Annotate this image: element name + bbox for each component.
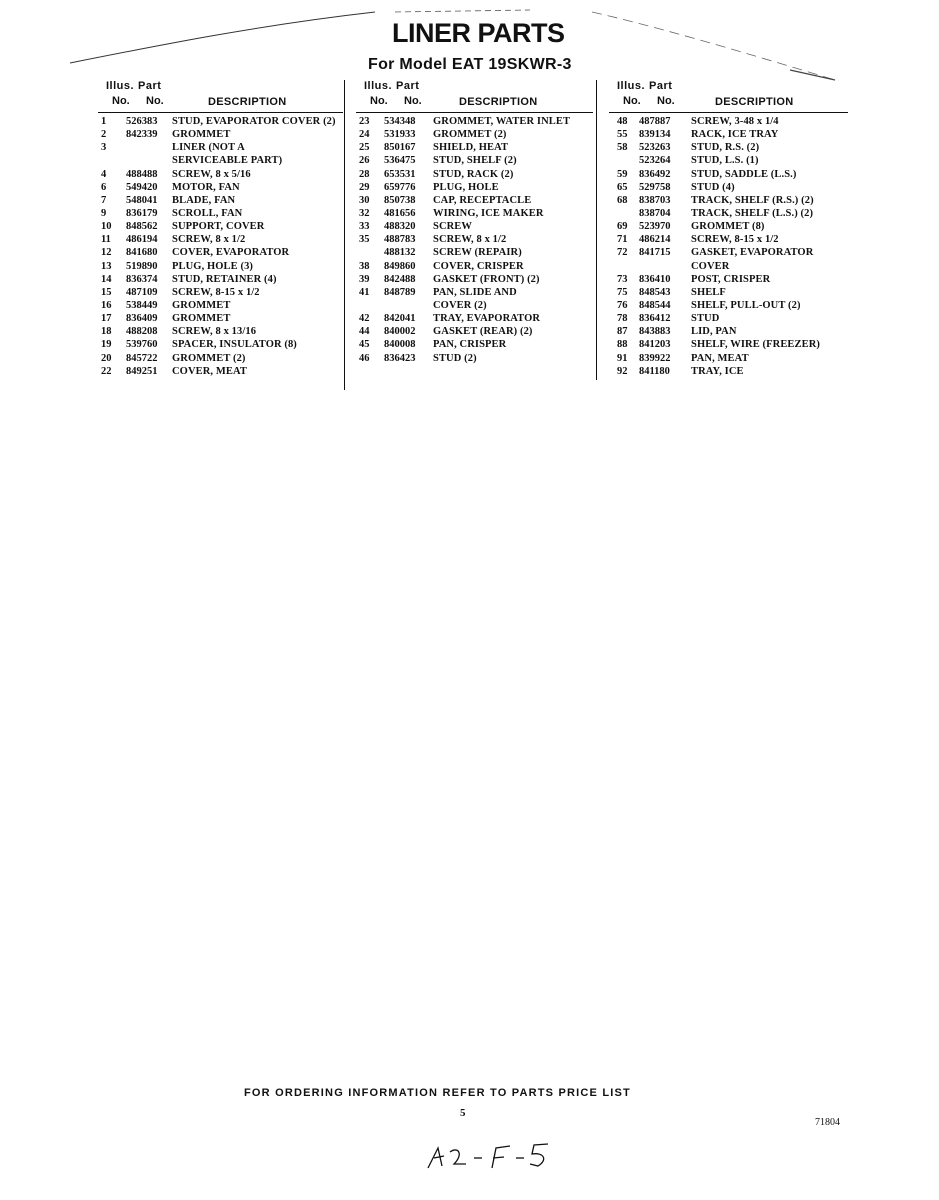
part-description: TRAY, EVAPORATOR xyxy=(433,313,541,325)
part-row xyxy=(98,286,343,299)
part-number: 840002 xyxy=(384,326,416,338)
part-row xyxy=(609,220,848,233)
part-number: 488132 xyxy=(384,247,416,259)
header-illus-no: No. xyxy=(623,95,641,107)
parts-list xyxy=(98,113,343,378)
column-header xyxy=(98,80,343,113)
part-number: 842339 xyxy=(126,129,158,141)
part-description: PAN, MEAT xyxy=(691,352,749,364)
part-row xyxy=(98,141,343,154)
part-number xyxy=(639,260,691,273)
part-description: COVER xyxy=(691,260,730,272)
part-description: COVER, MEAT xyxy=(172,365,247,377)
part-row xyxy=(356,338,593,351)
part-number: 842488 xyxy=(384,273,416,285)
illus-number: 38 xyxy=(359,260,370,272)
part-description: STUD (2) xyxy=(433,352,477,364)
illus-number xyxy=(356,299,384,312)
part-number: 836412 xyxy=(639,313,671,325)
part-description: CAP, RECEPTACLE xyxy=(433,194,532,206)
part-description: STUD, EVAPORATOR COVER (2) xyxy=(172,116,336,127)
part-row xyxy=(98,352,343,365)
part-row xyxy=(609,168,848,181)
illus-number: 41 xyxy=(359,286,370,298)
illus-number: 16 xyxy=(101,299,112,311)
part-row xyxy=(98,325,343,338)
part-number: 848562 xyxy=(126,221,158,233)
illus-number: 12 xyxy=(101,247,112,259)
part-description: GROMMET (8) xyxy=(691,221,765,233)
part-description: SHELF, PULL-OUT (2) xyxy=(691,299,801,311)
part-row xyxy=(98,115,343,128)
header-part: Part xyxy=(649,80,673,92)
illus-number: 13 xyxy=(101,260,112,272)
illus-number xyxy=(356,246,384,259)
part-row xyxy=(98,194,343,207)
parts-column-1 xyxy=(98,80,343,378)
part-row xyxy=(609,352,848,365)
part-description: TRAY, ICE xyxy=(691,365,744,377)
illus-number: 23 xyxy=(359,116,370,127)
part-row xyxy=(609,338,848,351)
part-number: 488783 xyxy=(384,234,416,246)
illus-number: 76 xyxy=(617,299,628,311)
part-number: 519890 xyxy=(126,260,158,272)
header-part: Part xyxy=(138,80,162,92)
illus-number: 24 xyxy=(359,129,370,141)
part-description: SUPPORT, COVER xyxy=(172,221,265,233)
part-description: POST, CRISPER xyxy=(691,273,771,285)
illus-number: 3 xyxy=(101,142,107,154)
part-number: 836492 xyxy=(639,168,671,180)
parts-column-3 xyxy=(609,80,848,378)
part-description: STUD, R.S. (2) xyxy=(691,142,760,154)
part-number: 838704 xyxy=(639,207,671,219)
part-number xyxy=(126,154,172,167)
part-number: 536475 xyxy=(384,155,416,167)
illus-number: 87 xyxy=(617,326,628,338)
part-number: 836179 xyxy=(126,207,158,219)
part-description: PAN, SLIDE AND xyxy=(433,286,517,298)
illus-number xyxy=(609,154,639,167)
illus-number: 20 xyxy=(101,352,112,364)
part-number: 836410 xyxy=(639,273,671,285)
header-illus-no: No. xyxy=(370,95,388,107)
part-row xyxy=(609,246,848,259)
part-row xyxy=(356,128,593,141)
ordering-info-note: FOR ORDERING INFORMATION REFER TO PARTS PRICE LIST xyxy=(244,1087,631,1099)
part-description: SCREW, 8 x 1/2 xyxy=(172,234,246,246)
part-number: 486194 xyxy=(126,234,158,246)
illus-number: 30 xyxy=(359,194,370,206)
part-row xyxy=(356,115,593,128)
illus-number: 25 xyxy=(359,142,370,154)
model-subtitle: For Model EAT 19SKWR-3 xyxy=(368,56,572,73)
part-row xyxy=(356,260,593,273)
part-description: TRACK, SHELF (R.S.) (2) xyxy=(691,194,814,206)
parts-list xyxy=(356,113,593,365)
part-row xyxy=(356,312,593,325)
part-number: 659776 xyxy=(384,181,416,193)
illus-number: 19 xyxy=(101,339,112,351)
part-row xyxy=(356,233,593,246)
part-description: SCREW, 8-15 x 1/2 xyxy=(172,286,260,298)
part-description: BLADE, FAN xyxy=(172,194,236,206)
illus-number: 4 xyxy=(101,168,107,180)
part-number: 840008 xyxy=(384,339,416,351)
part-description: STUD, SHELF (2) xyxy=(433,155,517,167)
illus-number: 29 xyxy=(359,181,370,193)
illus-number: 68 xyxy=(617,194,628,206)
header-illus: Illus. xyxy=(364,80,393,92)
header-part-no: No. xyxy=(657,95,675,107)
part-row xyxy=(609,141,848,154)
illus-number xyxy=(98,154,126,167)
part-row xyxy=(356,273,593,286)
illus-number: 39 xyxy=(359,273,370,285)
part-row xyxy=(609,194,848,207)
illus-number: 91 xyxy=(617,352,628,364)
part-description: WIRING, ICE MAKER xyxy=(433,207,544,219)
part-row xyxy=(98,299,343,312)
part-row xyxy=(609,365,848,378)
part-number: 529758 xyxy=(639,181,671,193)
part-description: STUD, SADDLE (L.S.) xyxy=(691,168,797,180)
illus-number: 44 xyxy=(359,326,370,338)
part-description: SCREW, 8 x 5/16 xyxy=(172,168,251,180)
part-number: 850167 xyxy=(384,142,416,154)
illus-number: 46 xyxy=(359,352,370,364)
header-illus: Illus. xyxy=(617,80,646,92)
part-row xyxy=(609,260,848,273)
part-description: SERVICEABLE PART) xyxy=(172,155,283,167)
illus-number: 9 xyxy=(101,207,107,219)
illus-number: 1 xyxy=(101,116,107,127)
illus-number: 6 xyxy=(101,181,107,193)
part-description: SPACER, INSULATOR (8) xyxy=(172,339,297,351)
part-number: 836423 xyxy=(384,352,416,364)
part-description: SHELF, WIRE (FREEZER) xyxy=(691,339,821,351)
part-description: TRACK, SHELF (L.S.) (2) xyxy=(691,207,814,219)
part-description: LID, PAN xyxy=(691,326,737,338)
part-number: 849860 xyxy=(384,260,416,272)
part-row xyxy=(98,260,343,273)
part-row xyxy=(609,273,848,286)
illus-number: 11 xyxy=(101,234,111,246)
part-description: GROMMET (2) xyxy=(433,129,507,141)
illus-number: 92 xyxy=(617,365,628,377)
part-description: GROMMET (2) xyxy=(172,352,246,364)
part-number: 534348 xyxy=(384,116,416,127)
part-row xyxy=(98,233,343,246)
part-number: 538449 xyxy=(126,299,158,311)
part-number: 523263 xyxy=(639,142,671,154)
part-description: GROMMET, WATER INLET xyxy=(433,116,571,127)
header-part-no: No. xyxy=(146,95,164,107)
part-description: SHIELD, HEAT xyxy=(433,142,509,154)
part-row xyxy=(356,220,593,233)
illus-number: 48 xyxy=(617,116,628,127)
part-description: COVER, EVAPORATOR xyxy=(172,247,290,259)
part-description: SCREW (REPAIR) xyxy=(433,247,522,259)
part-row xyxy=(356,194,593,207)
part-description: LINER (NOT A xyxy=(172,142,245,154)
illus-number: 45 xyxy=(359,339,370,351)
part-number xyxy=(126,141,172,154)
illus-number: 17 xyxy=(101,313,112,325)
illus-number: 72 xyxy=(617,247,628,259)
part-description: PAN, CRISPER xyxy=(433,339,507,351)
part-number: 488488 xyxy=(126,168,158,180)
column-divider xyxy=(344,80,345,390)
illus-number: 65 xyxy=(617,181,628,193)
part-description: GASKET, EVAPORATOR xyxy=(691,247,814,259)
illus-number: 7 xyxy=(101,194,107,206)
part-description: SCREW, 8 x 1/2 xyxy=(433,234,507,246)
illus-number: 55 xyxy=(617,129,628,141)
part-row xyxy=(609,115,848,128)
part-number: 487887 xyxy=(639,116,671,127)
handwritten-mark xyxy=(420,1140,560,1180)
part-description: STUD, L.S. (1) xyxy=(691,155,759,167)
part-description: GROMMET xyxy=(172,129,231,141)
illus-number: 59 xyxy=(617,168,628,180)
part-number: 848543 xyxy=(639,286,671,298)
part-row xyxy=(98,220,343,233)
part-description: SCROLL, FAN xyxy=(172,207,243,219)
illus-number: 32 xyxy=(359,207,370,219)
part-number: 549420 xyxy=(126,181,158,193)
part-row xyxy=(98,128,343,141)
part-description: SCREW, 3-48 x 1/4 xyxy=(691,116,779,127)
part-row xyxy=(356,207,593,220)
page-title: LINER PARTS xyxy=(392,18,565,48)
part-row xyxy=(98,154,343,167)
illus-number: 15 xyxy=(101,286,112,298)
part-number: 841203 xyxy=(639,339,671,351)
part-row xyxy=(98,312,343,325)
part-number: 849251 xyxy=(126,365,158,377)
illus-number: 18 xyxy=(101,326,112,338)
part-number: 839134 xyxy=(639,129,671,141)
part-description: STUD, RACK (2) xyxy=(433,168,514,180)
part-row xyxy=(609,286,848,299)
part-number: 843883 xyxy=(639,326,671,338)
illus-number: 10 xyxy=(101,221,112,233)
part-description: SCREW, 8 x 13/16 xyxy=(172,326,257,338)
part-description: RACK, ICE TRAY xyxy=(691,129,779,141)
header-part-no: No. xyxy=(404,95,422,107)
part-row xyxy=(356,168,593,181)
part-row xyxy=(98,168,343,181)
part-description: COVER, CRISPER xyxy=(433,260,524,272)
part-number: 842041 xyxy=(384,313,416,325)
part-number: 839922 xyxy=(639,352,671,364)
part-row xyxy=(609,233,848,246)
header-description: DESCRIPTION xyxy=(208,96,287,108)
column-header xyxy=(356,80,593,113)
part-row xyxy=(609,325,848,338)
page-number: 5 xyxy=(460,1107,466,1119)
part-number: 850738 xyxy=(384,194,416,206)
part-row xyxy=(98,246,343,259)
illus-number: 22 xyxy=(101,365,112,377)
header-part: Part xyxy=(396,80,420,92)
part-description: SCREW, 8-15 x 1/2 xyxy=(691,234,779,246)
illus-number: 75 xyxy=(617,286,628,298)
part-row xyxy=(609,299,848,312)
illus-number: 78 xyxy=(617,313,628,325)
part-description: SHELF xyxy=(691,286,726,298)
part-number: 531933 xyxy=(384,129,416,141)
illus-number: 42 xyxy=(359,313,370,325)
part-description: STUD xyxy=(691,313,720,325)
header-illus-no: No. xyxy=(112,95,130,107)
header-illus: Illus. xyxy=(106,80,135,92)
part-description: SCREW xyxy=(433,221,473,233)
header-description: DESCRIPTION xyxy=(715,96,794,108)
part-row xyxy=(356,325,593,338)
part-description: STUD (4) xyxy=(691,181,735,193)
parts-list xyxy=(609,113,848,378)
part-number: 486214 xyxy=(639,234,671,246)
part-row xyxy=(98,338,343,351)
part-row xyxy=(356,181,593,194)
part-row xyxy=(609,312,848,325)
part-row xyxy=(609,154,848,167)
part-description: GROMMET xyxy=(172,299,231,311)
part-row xyxy=(609,181,848,194)
part-row xyxy=(356,352,593,365)
part-description: COVER (2) xyxy=(433,299,487,311)
header-description: DESCRIPTION xyxy=(459,96,538,108)
part-number: 523264 xyxy=(639,155,671,167)
illus-number: 71 xyxy=(617,234,628,246)
illus-number: 35 xyxy=(359,234,370,246)
part-row xyxy=(98,365,343,378)
illus-number: 2 xyxy=(101,129,107,141)
part-description: MOTOR, FAN xyxy=(172,181,240,193)
illus-number xyxy=(609,260,639,273)
part-row xyxy=(356,246,593,259)
part-row xyxy=(98,181,343,194)
part-number: 848544 xyxy=(639,299,671,311)
illus-number: 26 xyxy=(359,155,370,167)
part-row xyxy=(609,207,848,220)
part-description: STUD, RETAINER (4) xyxy=(172,273,277,285)
part-number: 526383 xyxy=(126,116,158,127)
column-divider xyxy=(596,80,597,380)
part-number: 841715 xyxy=(639,247,671,259)
part-description: GROMMET xyxy=(172,313,231,325)
illus-number: 58 xyxy=(617,142,628,154)
part-number: 653531 xyxy=(384,168,416,180)
part-row xyxy=(356,154,593,167)
part-number: 488208 xyxy=(126,326,158,338)
part-description: PLUG, HOLE (3) xyxy=(172,260,254,272)
part-number: 841180 xyxy=(639,365,670,377)
column-header xyxy=(609,80,848,113)
part-number: 481656 xyxy=(384,207,416,219)
part-number: 539760 xyxy=(126,339,158,351)
illus-number: 33 xyxy=(359,221,370,233)
part-row xyxy=(609,128,848,141)
illus-number: 28 xyxy=(359,168,370,180)
document-code: 71804 xyxy=(815,1117,840,1128)
parts-column-2 xyxy=(356,80,593,365)
part-number: 836409 xyxy=(126,313,158,325)
part-description: GASKET (FRONT) (2) xyxy=(433,273,540,285)
illus-number: 73 xyxy=(617,273,628,285)
part-number: 548041 xyxy=(126,194,158,206)
part-row xyxy=(98,273,343,286)
illus-number: 69 xyxy=(617,221,628,233)
part-number: 487109 xyxy=(126,286,158,298)
part-number: 523970 xyxy=(639,221,671,233)
part-row xyxy=(98,207,343,220)
part-number: 836374 xyxy=(126,273,158,285)
part-description: PLUG, HOLE xyxy=(433,181,499,193)
part-row xyxy=(356,141,593,154)
part-number xyxy=(384,299,433,312)
part-number: 488320 xyxy=(384,221,416,233)
part-number: 841680 xyxy=(126,247,158,259)
illus-number xyxy=(609,207,639,220)
illus-number: 14 xyxy=(101,273,112,285)
illus-number: 88 xyxy=(617,339,628,351)
part-description: GASKET (REAR) (2) xyxy=(433,326,533,338)
part-row xyxy=(356,286,593,299)
part-number: 848789 xyxy=(384,286,416,298)
part-number: 845722 xyxy=(126,352,158,364)
part-number: 838703 xyxy=(639,194,671,206)
part-row xyxy=(356,299,593,312)
